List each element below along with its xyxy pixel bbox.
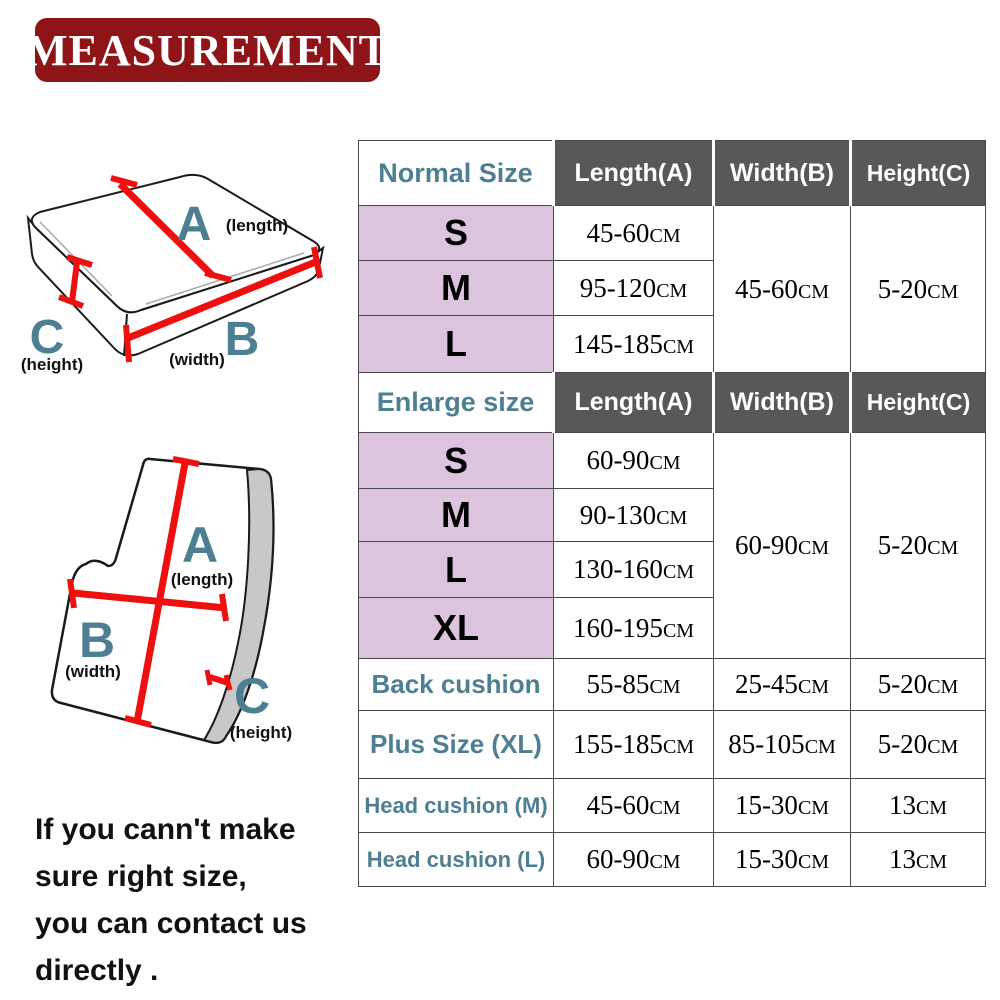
length-value-enlarge-s <box>554 433 714 489</box>
measurement-unit: CM <box>662 736 695 758</box>
column-header-height: Height(C) <box>851 141 986 206</box>
measurement-unit: CM <box>797 537 830 559</box>
table-row <box>359 833 986 887</box>
measurement-value: 45-60 <box>586 790 650 820</box>
measurement-value: 130-160 <box>572 554 663 584</box>
measurement-unit: CM <box>797 851 830 873</box>
width-value-plus-size <box>714 711 851 779</box>
size-cell-enlarge-xl: XL <box>359 598 554 659</box>
measurement-value: 5-20 <box>877 729 928 759</box>
measurement-value: 15-30 <box>734 790 798 820</box>
seat-cushion-diagram <box>8 148 358 403</box>
measurement-value: 60-90 <box>586 844 650 874</box>
width-value-enlarge <box>714 433 851 659</box>
title-banner <box>25 18 390 82</box>
table-row <box>359 711 986 779</box>
page-title: MEASUREMENT <box>25 25 390 75</box>
width-value-back-cushion <box>714 659 851 711</box>
back-label-c: C <box>233 668 271 724</box>
length-value-back-cushion <box>554 659 714 711</box>
back-caption-width: (width) <box>65 662 121 681</box>
measurement-unit: CM <box>649 797 681 819</box>
measurement-unit: CM <box>927 280 959 303</box>
size-cell-normal-l: L <box>359 316 554 373</box>
height-value-head-cushion-l <box>851 833 986 887</box>
measurement-unit: CM <box>797 280 830 303</box>
table-row <box>359 433 986 489</box>
length-value-enlarge-xl <box>554 598 714 659</box>
column-header-length: Length(A) <box>554 141 714 206</box>
back-caption-length: (length) <box>170 570 234 589</box>
back-caption-height: (height) <box>229 723 293 742</box>
measurement-value: 25-45 <box>734 669 798 699</box>
measurement-unit: CM <box>662 335 695 358</box>
measurement-value: 160-195 <box>572 612 663 643</box>
height-value-enlarge <box>851 433 986 659</box>
measurement-value: 13 <box>888 790 916 820</box>
length-value-head-cushion-l <box>554 833 714 887</box>
measurement-unit: CM <box>927 537 959 559</box>
measurement-unit: CM <box>927 676 959 698</box>
row-label-plus-size-xl: Plus Size (XL) <box>359 711 554 779</box>
column-header-height: Height(C) <box>851 373 986 433</box>
measurement-value: 45-60 <box>586 217 650 248</box>
measurement-unit: CM <box>662 561 695 583</box>
width-value-normal <box>714 206 851 373</box>
measurement-unit: CM <box>797 797 830 819</box>
note-text <box>35 806 307 994</box>
measurement-unit: CM <box>662 619 695 642</box>
seat-caption-length: (length) <box>225 216 289 235</box>
note-line: directly . <box>35 954 159 987</box>
length-value-plus-size <box>554 711 714 779</box>
measurement-value: 5-20 <box>877 530 928 560</box>
size-cell-normal-s: S <box>359 206 554 261</box>
back-cushion-diagram <box>30 430 350 775</box>
seat-caption-height: (height) <box>20 355 84 374</box>
seat-label-c: C <box>29 311 65 364</box>
note-line: If you cann't make <box>35 813 296 846</box>
measurement-value: 45-60 <box>734 273 798 304</box>
width-value-head-cushion-m <box>714 779 851 833</box>
measurement-value: 85-105 <box>728 729 805 759</box>
measurement-unit: CM <box>915 851 948 873</box>
measurement-value: 5-20 <box>877 273 928 304</box>
table-row <box>359 779 986 833</box>
measurement-unit: CM <box>915 797 948 819</box>
length-value-enlarge-l <box>554 542 714 598</box>
table-row <box>359 206 986 261</box>
measurement-value: 90-130 <box>579 499 657 530</box>
enlarge-header-row <box>359 373 986 433</box>
normal-size-section-label: Normal Size <box>359 141 554 206</box>
column-header-width: Width(B) <box>714 141 851 206</box>
back-label-a: A <box>181 517 219 573</box>
measurement-value: 13 <box>888 844 916 874</box>
size-cell-enlarge-l: L <box>359 542 554 598</box>
measurement-value: 145-185 <box>572 328 663 359</box>
height-value-back-cushion <box>851 659 986 711</box>
column-header-length: Length(A) <box>554 373 714 433</box>
length-value-normal-m <box>554 261 714 316</box>
size-cell-normal-m: M <box>359 261 554 316</box>
enlarge-size-section-label: Enlarge size <box>359 373 554 433</box>
measurement-unit: CM <box>927 736 959 758</box>
measurement-value: 55-85 <box>586 669 650 699</box>
seat-label-b: B <box>224 313 260 366</box>
note-line: you can contact us <box>35 907 307 940</box>
height-value-normal <box>851 206 986 373</box>
note-line: sure right size, <box>35 860 247 893</box>
measurement-unit: CM <box>649 224 681 247</box>
normal-header-row <box>359 141 986 206</box>
measurement-unit: CM <box>649 676 681 698</box>
width-value-head-cushion-l <box>714 833 851 887</box>
measurement-value: 60-90 <box>586 445 650 475</box>
measurement-unit: CM <box>649 452 681 474</box>
measurement-unit: CM <box>649 851 681 873</box>
row-label-head-cushion-m: Head cushion (M) <box>359 779 554 833</box>
height-value-head-cushion-m <box>851 779 986 833</box>
back-label-b: B <box>78 612 116 668</box>
measurement-unit: CM <box>656 506 688 529</box>
size-cell-enlarge-s: S <box>359 433 554 489</box>
row-label-back-cushion: Back cushion <box>359 659 554 711</box>
row-label-head-cushion-l: Head cushion (L) <box>359 833 554 887</box>
measurement-table <box>358 140 986 887</box>
measurement-value: 15-30 <box>734 844 798 874</box>
measurement-value: 5-20 <box>877 669 928 699</box>
measurement-value: 95-120 <box>579 272 657 303</box>
length-value-enlarge-m <box>554 489 714 542</box>
length-value-normal-s <box>554 206 714 261</box>
measurement-value: 155-185 <box>572 729 663 759</box>
table-row <box>359 659 986 711</box>
measurement-unit: CM <box>656 279 688 302</box>
length-value-normal-l <box>554 316 714 373</box>
seat-label-a: A <box>176 198 212 251</box>
measurement-unit: CM <box>804 736 836 758</box>
size-cell-enlarge-m: M <box>359 489 554 542</box>
height-value-plus-size <box>851 711 986 779</box>
seat-caption-width: (width) <box>169 350 225 369</box>
length-value-head-cushion-m <box>554 779 714 833</box>
measurement-unit: CM <box>797 676 830 698</box>
measurement-value: 60-90 <box>734 530 798 560</box>
column-header-width: Width(B) <box>714 373 851 433</box>
